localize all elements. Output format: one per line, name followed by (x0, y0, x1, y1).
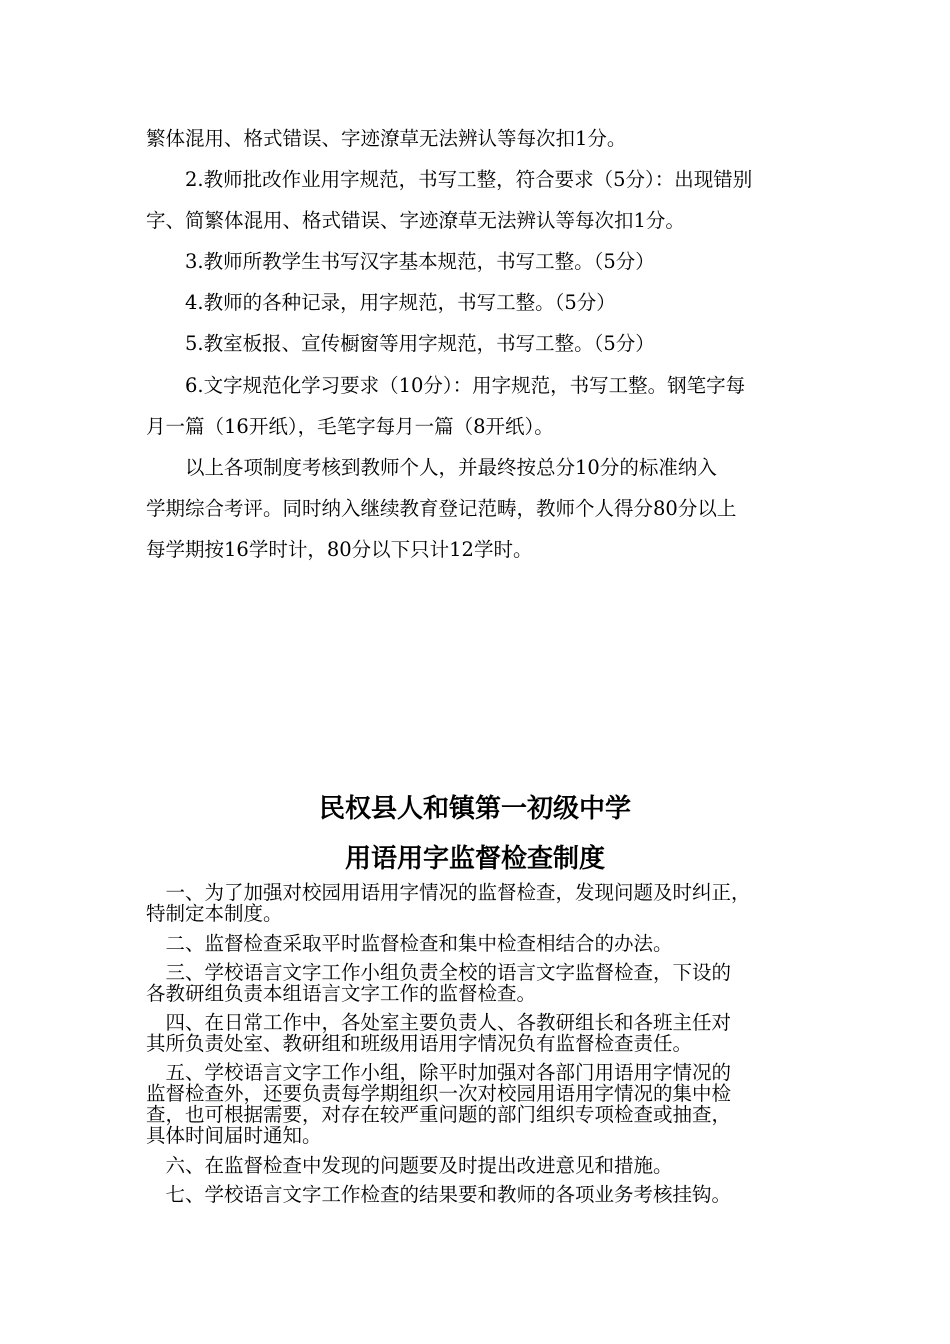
rule-line: 繁体混用、格式错误、字迹潦草无法辨认等每次扣1分。 (146, 127, 627, 150)
regulation-line: 二、监督检查采取平时监督检查和集中检查相结合的办法。 (146, 932, 673, 955)
document-subtitle: 用语用字监督检查制度 (344, 844, 605, 874)
regulation-line: 三、学校语言文字工作小组负责全校的语言文字监督检查，下设的 (146, 961, 732, 984)
regulation-line: 具体时间届时通知。 (146, 1124, 322, 1147)
regulation-line: 监督检查外，还要负责每学期组织一次对校园用语用字情况的集中检 (146, 1082, 732, 1105)
regulation-line: 各教研组负责本组语言文字工作的监督检查。 (146, 982, 537, 1005)
regulation-line: 五、学校语言文字工作小组，除平时加强对各部门用语用字情况的 (146, 1061, 732, 1084)
rule-line: 月一篇（16开纸），毛笔字每月一篇（8开纸）。 (146, 415, 554, 438)
summary-line: 以上各项制度考核到教师个人，并最终按总分10分的标准纳入 (146, 456, 717, 479)
rule-line: 6.文字规范化学习要求（10分）：用字规范，书写工整。钢笔字每 (146, 374, 746, 397)
regulation-line: 一、为了加强对校园用语用字情况的监督检查，发现问题及时纠正， (146, 881, 751, 904)
summary-line: 学期综合考评。同时纳入继续教育登记范畴，教师个人得分80分以上 (146, 497, 737, 520)
regulation-line: 四、在日常工作中，各处室主要负责人、各教研组长和各班主任对 (146, 1011, 732, 1034)
document-title: 民权县人和镇第一初级中学 (318, 794, 631, 824)
rule-line: 3.教师所教学生书写汉字基本规范，书写工整。（5分） (146, 250, 655, 273)
rule-line: 字、简繁体混用、格式错误、字迹潦草无法辨认等每次扣1分。 (146, 209, 685, 232)
regulation-line: 七、学校语言文字工作检查的结果要和教师的各项业务考核挂钩。 (146, 1183, 732, 1206)
summary-line: 每学期按16学时计，80分以下只计12学时。 (146, 538, 533, 561)
rule-line: 4.教师的各种记录，用字规范，书写工整。（5分） (146, 291, 616, 314)
regulation-line: 特制定本制度。 (146, 902, 283, 925)
regulation-line: 查，也可根据需要，对存在较严重问题的部门组织专项检查或抽查， (146, 1103, 732, 1126)
regulation-line: 其所负责处室、教研组和班级用语用字情况负有监督检查责任。 (146, 1032, 693, 1055)
rule-line: 5.教室板报、宣传橱窗等用字规范，书写工整。（5分） (146, 332, 655, 355)
regulation-line: 六、在监督检查中发现的问题要及时提出改进意见和措施。 (146, 1154, 673, 1177)
rule-line: 2.教师批改作业用字规范，书写工整，符合要求（5分）：出现错别 (146, 168, 753, 191)
